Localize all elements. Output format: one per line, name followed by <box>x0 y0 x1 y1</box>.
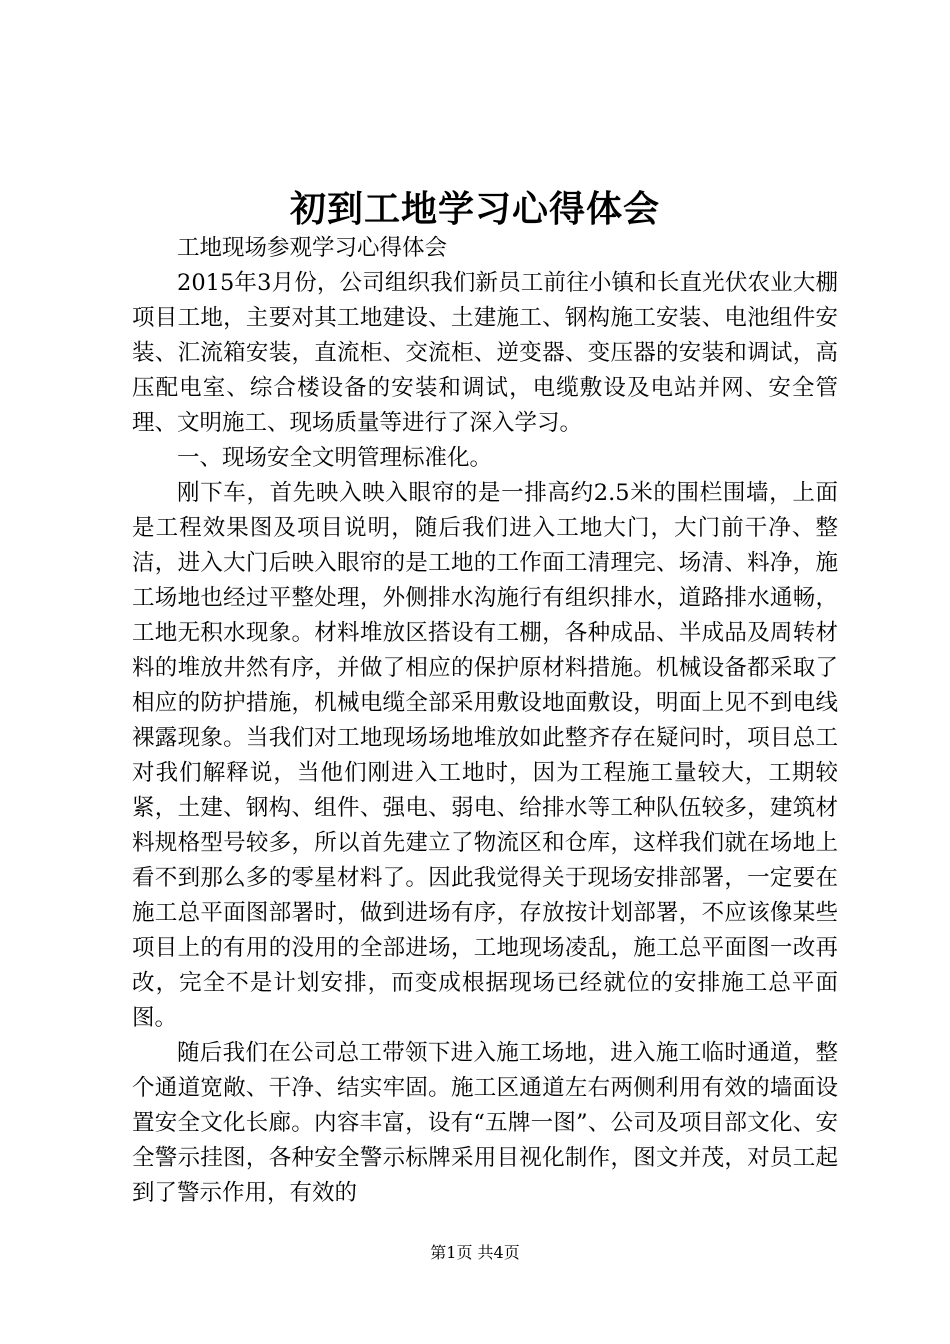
page-footer: 第1页 共4页 <box>430 1243 520 1262</box>
section-heading-1: 一、现场安全文明管理标准化。 <box>177 445 493 471</box>
paragraph-site-passage: 随后我们在公司总工带领下进入施工场地，进入施工临时通道，整个通道宽敞、干净、结实牢固。施工区通道左右两侧利用有效的墙面设置安全文化长廊。内容丰富，设有“五牌一图”、公司及项目部文化、安全警示挂图，各种安全警示标牌采用目视化制作，图文并茂，对员工起到了警示作用，有效的 <box>132 1040 838 1206</box>
paragraph-intro: 2015年3月份，公司组织我们新员工前往小镇和长直光伏农业大棚项目工地，主要对其工地建设、土建施工、钢构施工安装、电池组件安装、汇流箱安装，直流柜、交流柜、逆变器、变压器的安装和调试，高压配电室、综合楼设备的安装和调试，电缆敷设及电站并网、安全管理、文明施工、现场质量等进行了深入学习。 <box>132 270 838 436</box>
document-subtitle: 工地现场参观学习心得体会 <box>177 235 448 261</box>
paragraph-site-arrival: 刚下车，首先映入映入眼帘的是一排高约2.5米的围栏围墙，上面是工程效果图及项目说明，随后我们进入工地大门，大门前干净、整洁，进入大门后映入眼帘的是工地的工作面工清理完、场清、料净，施工场地也经过平整处理，外侧排水沟施行有组织排水，道路排水通畅，工地无积水现象。材料堆放区搭设有工棚，各种成品、半成品及周转材料的堆放井然有序，并做了相应的保护原材料措施。机械设备都采取了相应的防护措施，机械电缆全部采用敷设地面敷设，明面上见不到电线裸露现象。当我们对工地现场场地堆放如此整齐存在疑问时，项目总工对我们解释说，当他们刚进入工地时，因为工程施工量较大，工期较紧，土建、钢构、组件、强电、弱电、给排水等工种队伍较多，建筑材料规格型号较多，所以首先建立了物流区和仓库，这样我们就在场地上看不到那么多的零星材料了。因此我觉得关于现场安排部署，一定要在施工总平面图部署时，做到进场有序，存放按计划部署，不应该像某些项目上的有用的没用的全部进场，工地现场凌乱，施工总平面图一改再改，完全不是计划安排，而变成根据现场已经就位的安排施工总平面图。 <box>132 480 838 1031</box>
document-body <box>132 231 838 1211</box>
document-title: 初到工地学习心得体会 <box>289 189 660 230</box>
